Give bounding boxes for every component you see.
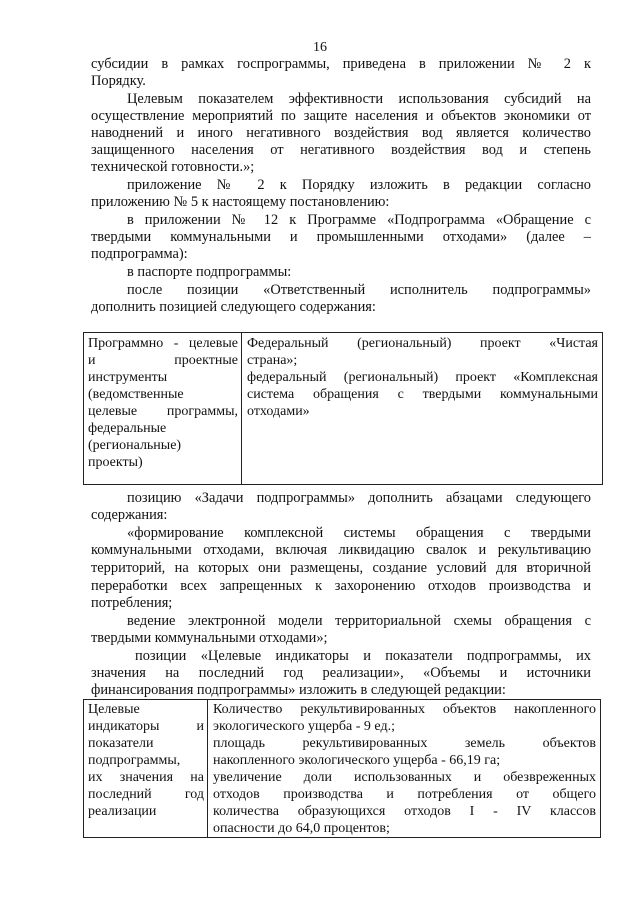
text-line: в приложении № 12 к Программе «Подпрограмма «Обращение с [127, 212, 591, 228]
text-line: территорий, на которых они размещены, создание условий для вторичной [91, 560, 591, 576]
text-line: подпрограмма): [91, 246, 188, 262]
text-line: значения на последний год реализации», «Объемы и источники [91, 665, 591, 681]
cell-line: (региональные) [88, 438, 182, 453]
cell-line: реализации [88, 804, 157, 819]
cell-line: экологического ущерба - 9 ед.; [213, 719, 395, 734]
text-line: технической готовности.»; [91, 159, 255, 175]
cell-line: увеличение доли использованных и обезвреженных [213, 770, 596, 785]
cell-line: подпрограммы, [88, 753, 181, 768]
text-line: субсидии в рамках госпрограммы, приведена в приложении № 2 к [91, 56, 591, 72]
table-cell-value [242, 333, 603, 485]
table-cell-value [208, 700, 601, 838]
cell-line: отходов производства и потребления от общего [213, 787, 596, 802]
text-line: коммунальными отходами, включая ликвидацию свалок и рекультивацию [91, 542, 591, 558]
cell-line: система обращения с твердыми коммунальными [247, 387, 598, 402]
text-line: твердыми коммунальными отходами»; [91, 630, 328, 646]
cell-line: целевые программы, [88, 404, 238, 419]
cell-line: страна»; [247, 353, 298, 368]
text-line: содержания: [91, 507, 168, 523]
cell-line: показатели [88, 736, 154, 751]
text-line: осуществление мероприятий по защите населения и объектов экономики от [91, 108, 591, 124]
cell-line: проекты) [88, 455, 143, 470]
cell-line: и проектные [88, 353, 238, 368]
cell-line: Целевые [88, 702, 140, 717]
text-line: потребления; [91, 595, 173, 611]
paragraph-passport: в паспорте подпрограммы: [127, 264, 292, 280]
text-line: переработки всех запрещенных к захоронению отходов производства и [91, 578, 591, 594]
text-line: наводнений и иного негативного воздействия вод является количество [91, 125, 591, 141]
cell-line: индикаторы и [88, 719, 204, 734]
cell-line: инструменты [88, 370, 168, 385]
cell-line: Программно - целевые [88, 336, 238, 351]
text-line: приложение № 2 к Порядку изложить в редакции согласно [127, 177, 591, 193]
table-cell-label [84, 333, 242, 485]
text-line: позиции «Целевые индикаторы и показатели подпрограммы, их [135, 648, 591, 664]
text-line: защищенного населения от негативного воздействия вод и степень [91, 142, 591, 158]
cell-line: их значения на [88, 770, 204, 785]
text-line: «формирование комплексной системы обращения с твердыми [127, 525, 591, 541]
text-line: твердыми коммунальными и промышленными отходами» (далее – [91, 229, 591, 245]
cell-line: Федеральный (региональный) проект «Чистая [247, 336, 598, 351]
text-line: Порядку. [91, 73, 146, 89]
table-program-tools [83, 332, 603, 485]
cell-line: Количество рекультивированных объектов накопленного [213, 702, 596, 717]
table-cell-label [84, 700, 208, 838]
text-line: после позиции «Ответственный исполнитель подпрограммы» [127, 282, 591, 298]
cell-line: отходами» [247, 404, 310, 419]
cell-line: федеральные [88, 421, 167, 436]
text-line: Целевым показателем эффективности использования субсидий на [127, 91, 591, 107]
table-target-indicators [83, 699, 601, 838]
text-line: финансирования подпрограммы» изложить в следующей редакции: [91, 682, 506, 698]
cell-line: площадь рекультивированных земель объектов [213, 736, 596, 751]
cell-line: (ведомственные [88, 387, 184, 402]
text-line: приложению № 5 к настоящему постановлению: [91, 194, 390, 210]
cell-line: накопленного экологического ущерба - 66,19 га; [213, 753, 501, 768]
text-line: позицию «Задачи подпрограммы» дополнить абзацами следующего [127, 490, 591, 506]
page-number: 16 [313, 40, 327, 55]
cell-line: федеральный (региональный) проект «Комплексная [247, 370, 598, 385]
text-line: дополнить позицией следующего содержания: [91, 299, 376, 315]
text-line: ведение электронной модели территориальной схемы обращения с [127, 613, 591, 629]
cell-line: последний год [88, 787, 204, 802]
cell-line: опасности до 64,0 процентов; [213, 821, 390, 836]
cell-line: количества образующихся отходов I - IV классов [213, 804, 596, 819]
